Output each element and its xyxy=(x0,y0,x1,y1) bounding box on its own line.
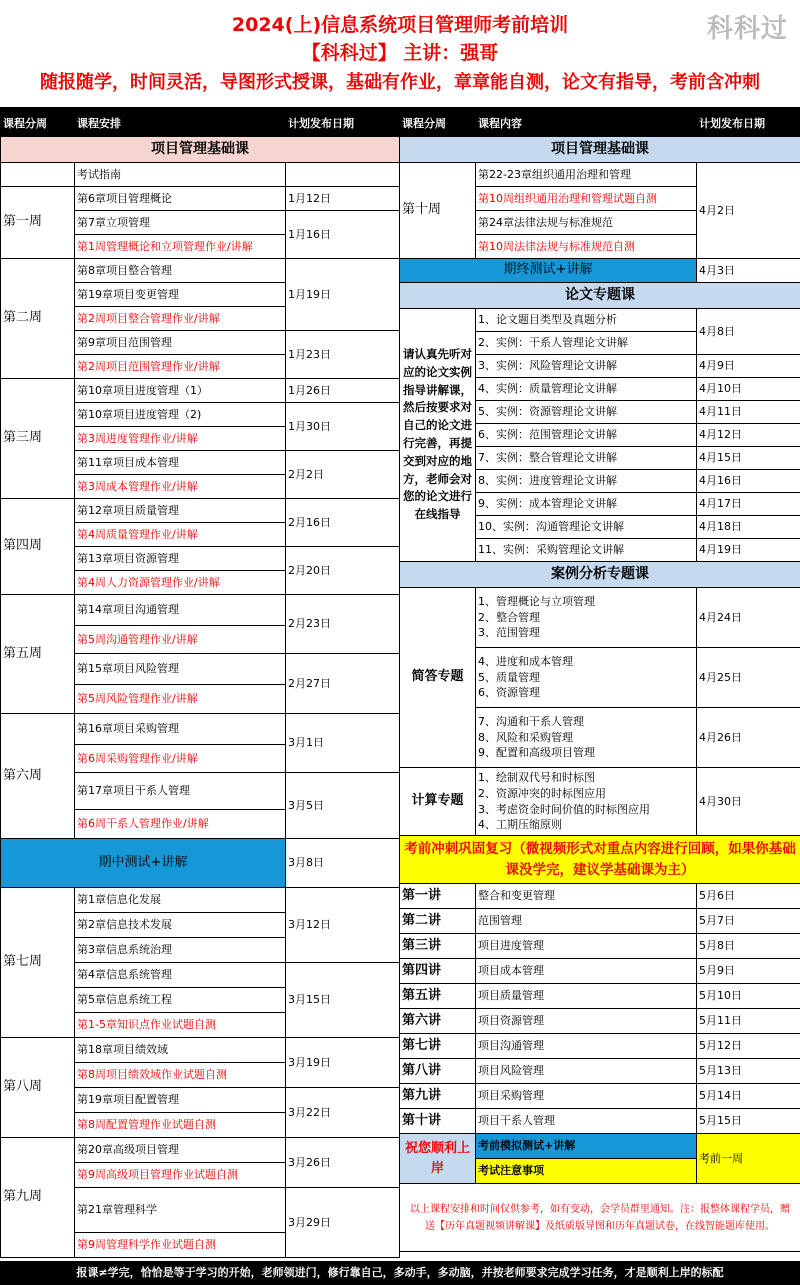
homework-item: 第8周项目绩效域作业试题自测 xyxy=(75,1063,286,1088)
course-item: 考试指南 xyxy=(75,163,286,187)
week-label: 第九周 xyxy=(1,1138,75,1258)
release-date: 3月8日 xyxy=(286,839,400,888)
header xyxy=(0,0,800,108)
lecture-content: 整合和变更管理 xyxy=(476,884,697,909)
course-item: 第6章项目管理概论 xyxy=(75,187,286,211)
week-label: 第一周 xyxy=(1,187,75,259)
footer-banner: 报课≠学完，恰恰是等于学习的开始，老师领进门，修行靠自己，多动手，多动脑，并按老师要求完成学习任务，才是顺利上岸的标配 xyxy=(0,1261,800,1285)
lecture-number: 第二讲 xyxy=(400,909,476,934)
release-date: 4月2日 xyxy=(697,163,800,259)
course-item: 第12章项目质量管理 xyxy=(75,499,286,523)
release-date: 4月18日 xyxy=(697,516,800,539)
section-title: 项目管理基础课 xyxy=(400,137,800,163)
release-date: 1月16日 xyxy=(286,211,400,259)
release-date: 3月12日 xyxy=(286,888,400,963)
essay-item: 3、实例：风险管理论文讲解 xyxy=(476,355,697,378)
essay-item: 8、实例：进度管理论文讲解 xyxy=(476,470,697,493)
release-date: 考前一周 xyxy=(697,1134,800,1184)
homework-item: 第2周项目范围管理作业/讲解 xyxy=(75,355,286,379)
release-date: 4月17日 xyxy=(697,493,800,516)
homework-item: 第2周项目整合管理作业/讲解 xyxy=(75,307,286,331)
homework-item: 第5周风险管理作业/讲解 xyxy=(75,685,286,714)
essay-item: 9、实例：成本管理论文讲解 xyxy=(476,493,697,516)
col-header: 课程内容 xyxy=(476,111,697,137)
course-item: 第16章项目采购管理 xyxy=(75,714,286,745)
release-date: 1月23日 xyxy=(286,331,400,379)
homework-item: 第4周质量管理作业/讲解 xyxy=(75,523,286,547)
release-date: 4月25日 xyxy=(697,648,800,708)
release-date: 4月9日 xyxy=(697,355,800,378)
homework-item: 第3周进度管理作业/讲解 xyxy=(75,427,286,451)
homework-item: 第9周管理科学作业试题自测 xyxy=(75,1233,286,1258)
homework-item: 第4周人力资源管理作业/讲解 xyxy=(75,571,286,595)
case-item: 4、进度和成本管理 5、质量管理 6、资源管理 xyxy=(476,648,697,708)
release-date: 3月29日 xyxy=(286,1188,400,1258)
disclaimer-note: 以上课程安排和时间仅供参考，如有变动，会学员群里通知。注：报整体课程学员，赠送【历年真题视频讲解课】及纸质版导图和历年真题试卷，在线智能题库使用。 xyxy=(400,1184,800,1252)
release-date: 4月15日 xyxy=(697,447,800,470)
essay-item: 10、实例：沟通管理论文讲解 xyxy=(476,516,697,539)
release-date: 4月11日 xyxy=(697,401,800,424)
week-label: 第三周 xyxy=(1,379,75,499)
lecture-content: 项目质量管理 xyxy=(476,984,697,1009)
homework-item: 第8周配置管理作业试题自测 xyxy=(75,1113,286,1138)
tagline: 随报随学，时间灵活，导图形式授课，基础有作业，章章能自测，论文有指导，考前含冲刺 xyxy=(40,72,760,93)
release-date: 5月9日 xyxy=(697,959,800,984)
course-item: 第18章项目绩效域 xyxy=(75,1038,286,1063)
midterm-exam: 期中测试+讲解 xyxy=(1,839,286,888)
page-title: 2024(上)信息系统项目管理师考前培训 xyxy=(231,14,569,36)
release-date: 5月15日 xyxy=(697,1109,800,1134)
release-date: 5月13日 xyxy=(697,1059,800,1084)
homework-item: 第6周干系人管理作业/讲解 xyxy=(75,810,286,839)
homework-item: 第1周管理概论和立项管理作业/讲解 xyxy=(75,235,286,259)
final-exam: 期终测试+讲解 xyxy=(400,259,697,283)
release-date: 5月10日 xyxy=(697,984,800,1009)
lecture-number: 第一讲 xyxy=(400,884,476,909)
week-label: 第七周 xyxy=(1,888,75,1038)
homework-item: 第5周沟通管理作业/讲解 xyxy=(75,626,286,654)
release-date: 5月7日 xyxy=(697,909,800,934)
week-label: 第十周 xyxy=(400,163,476,259)
homework-item: 第10周组织通用治理和管理试题自测 xyxy=(476,187,697,211)
release-date: 3月5日 xyxy=(286,773,400,839)
release-date: 1月19日 xyxy=(286,259,400,331)
left-schedule-table xyxy=(0,110,400,1258)
release-date: 1月30日 xyxy=(286,403,400,451)
week-label: 第五周 xyxy=(1,595,75,714)
release-date: 4月3日 xyxy=(697,259,800,283)
course-item: 第9章项目范围管理 xyxy=(75,331,286,355)
course-item: 第19章项目变更管理 xyxy=(75,283,286,307)
course-item: 第5章信息系统工程 xyxy=(75,988,286,1013)
course-item: 第1章信息化发展 xyxy=(75,888,286,913)
essay-instructions: 请认真先听对应的论文实例指导讲解课，然后按要求对自己的论文进行完善，再提交到对应的地方，老师会对您的论文进行在线指导 xyxy=(400,309,476,562)
release-date: 4月30日 xyxy=(697,768,800,836)
course-item: 第24章法律法规与标准规范 xyxy=(476,211,697,235)
col-header: 计划发布日期 xyxy=(697,111,800,137)
lecture-content: 项目采购管理 xyxy=(476,1084,697,1109)
essay-item: 7、实例：整合管理论文讲解 xyxy=(476,447,697,470)
section-title: 项目管理基础课 xyxy=(1,137,400,163)
release-date: 2月27日 xyxy=(286,654,400,714)
homework-item: 第9周高级项目管理作业试题自测 xyxy=(75,1163,286,1188)
course-item: 第7章立项管理 xyxy=(75,211,286,235)
release-date: 3月19日 xyxy=(286,1038,400,1088)
release-date: 3月1日 xyxy=(286,714,400,773)
sprint-title: 考前冲刺巩固复习（微视频形式对重点内容进行回顾，如果你基础课没学完，建议学基础课为主） xyxy=(400,836,800,884)
essay-item: 1、论文题目类型及真题分析 xyxy=(476,309,697,332)
lecture-number: 第七讲 xyxy=(400,1034,476,1059)
release-date: 5月12日 xyxy=(697,1034,800,1059)
release-date: 3月22日 xyxy=(286,1088,400,1138)
short-answer-label: 简答专题 xyxy=(400,588,476,768)
lecture-number: 第六讲 xyxy=(400,1009,476,1034)
lecture-content: 项目成本管理 xyxy=(476,959,697,984)
essay-item: 2、实例：干系人管理论文讲解 xyxy=(476,332,697,355)
good-luck-label: 祝您顺利上岸 xyxy=(400,1134,476,1184)
lecture-number: 第四讲 xyxy=(400,959,476,984)
case-item: 1、管理概论与立项管理 2、整合管理 3、范围管理 xyxy=(476,588,697,648)
lecture-number: 第五讲 xyxy=(400,984,476,1009)
lecture-content: 项目风险管理 xyxy=(476,1059,697,1084)
course-item: 第2章信息技术发展 xyxy=(75,913,286,938)
course-item: 第10章项目进度管理（1） xyxy=(75,379,286,403)
section-title: 论文专题课 xyxy=(400,283,800,309)
lecture-number: 第三讲 xyxy=(400,934,476,959)
course-item: 第17章项目干系人管理 xyxy=(75,773,286,810)
calculation-label: 计算专题 xyxy=(400,768,476,836)
lecture-number: 第十讲 xyxy=(400,1109,476,1134)
col-header: 课程分周 xyxy=(400,111,476,137)
homework-item: 第6周采购管理作业/讲解 xyxy=(75,745,286,773)
release-date: 4月8日 xyxy=(697,309,800,355)
essay-item: 5、实例：资源管理论文讲解 xyxy=(476,401,697,424)
course-item: 第4章信息系统管理 xyxy=(75,963,286,988)
release-date: 2月2日 xyxy=(286,451,400,499)
release-date: 5月8日 xyxy=(697,934,800,959)
release-date: 4月10日 xyxy=(697,378,800,401)
course-item: 第14章项目沟通管理 xyxy=(75,595,286,626)
course-item: 第11章项目成本管理 xyxy=(75,451,286,475)
essay-item: 4、实例：质量管理论文讲解 xyxy=(476,378,697,401)
release-date: 5月14日 xyxy=(697,1084,800,1109)
course-item: 第21章管理科学 xyxy=(75,1188,286,1233)
release-date: 3月26日 xyxy=(286,1138,400,1188)
right-schedule-table xyxy=(399,110,800,1252)
watermark-logo: 科科过 xyxy=(706,14,788,44)
release-date: 2月23日 xyxy=(286,595,400,654)
page-subtitle: 【科科过】 主讲：强哥 xyxy=(301,42,499,64)
course-item: 第22-23章组织通用治理和管理 xyxy=(476,163,697,187)
course-item: 第8章项目整合管理 xyxy=(75,259,286,283)
homework-item: 第10周法律法规与标准规范自测 xyxy=(476,235,697,259)
release-date: 5月6日 xyxy=(697,884,800,909)
homework-item: 第3周成本管理作业/讲解 xyxy=(75,475,286,499)
lecture-number: 第八讲 xyxy=(400,1059,476,1084)
lecture-content: 范围管理 xyxy=(476,909,697,934)
lecture-content: 项目沟通管理 xyxy=(476,1034,697,1059)
release-date: 2月20日 xyxy=(286,547,400,595)
course-item: 第3章信息系统治理 xyxy=(75,938,286,963)
col-header: 课程安排 xyxy=(75,111,286,137)
release-date: 1月12日 xyxy=(286,187,400,211)
homework-item: 第1-5章知识点作业试题自测 xyxy=(75,1013,286,1038)
week-label: 第四周 xyxy=(1,499,75,595)
essay-item: 11、实例：采购管理论文讲解 xyxy=(476,539,697,562)
release-date: 2月16日 xyxy=(286,499,400,547)
release-date: 1月26日 xyxy=(286,379,400,403)
course-item: 第19章项目配置管理 xyxy=(75,1088,286,1113)
mock-exam: 考前模拟测试+讲解 xyxy=(476,1134,697,1159)
course-item: 第13章项目资源管理 xyxy=(75,547,286,571)
lecture-content: 项目资源管理 xyxy=(476,1009,697,1034)
col-header: 课程分周 xyxy=(1,111,75,137)
case-item: 7、沟通和干系人管理 8、风险和采购管理 9、配置和高级项目管理 xyxy=(476,708,697,768)
course-item: 第15章项目风险管理 xyxy=(75,654,286,685)
week-label: 第二周 xyxy=(1,259,75,379)
week-label: 第八周 xyxy=(1,1038,75,1138)
case-item: 1、绘制双代号和时标图 2、资源冲突的时标图应用 3、考虑资金时间价值的时标图应用 4、工期压缩原则 xyxy=(476,768,697,836)
section-title: 案例分析专题课 xyxy=(400,562,800,588)
course-item: 第10章项目进度管理（2) xyxy=(75,403,286,427)
lecture-content: 项目进度管理 xyxy=(476,934,697,959)
lecture-number: 第九讲 xyxy=(400,1084,476,1109)
col-header: 计划发布日期 xyxy=(286,111,400,137)
course-item: 第20章高级项目管理 xyxy=(75,1138,286,1163)
essay-item: 6、实例：范围管理论文讲解 xyxy=(476,424,697,447)
release-date: 4月24日 xyxy=(697,588,800,648)
exam-notes: 考试注意事项 xyxy=(476,1159,697,1184)
lecture-content: 项目干系人管理 xyxy=(476,1109,697,1134)
release-date: 4月26日 xyxy=(697,708,800,768)
release-date: 4月12日 xyxy=(697,424,800,447)
release-date: 4月16日 xyxy=(697,470,800,493)
release-date: 4月19日 xyxy=(697,539,800,562)
week-label: 第六周 xyxy=(1,714,75,839)
release-date: 5月11日 xyxy=(697,1009,800,1034)
release-date: 3月15日 xyxy=(286,963,400,1038)
